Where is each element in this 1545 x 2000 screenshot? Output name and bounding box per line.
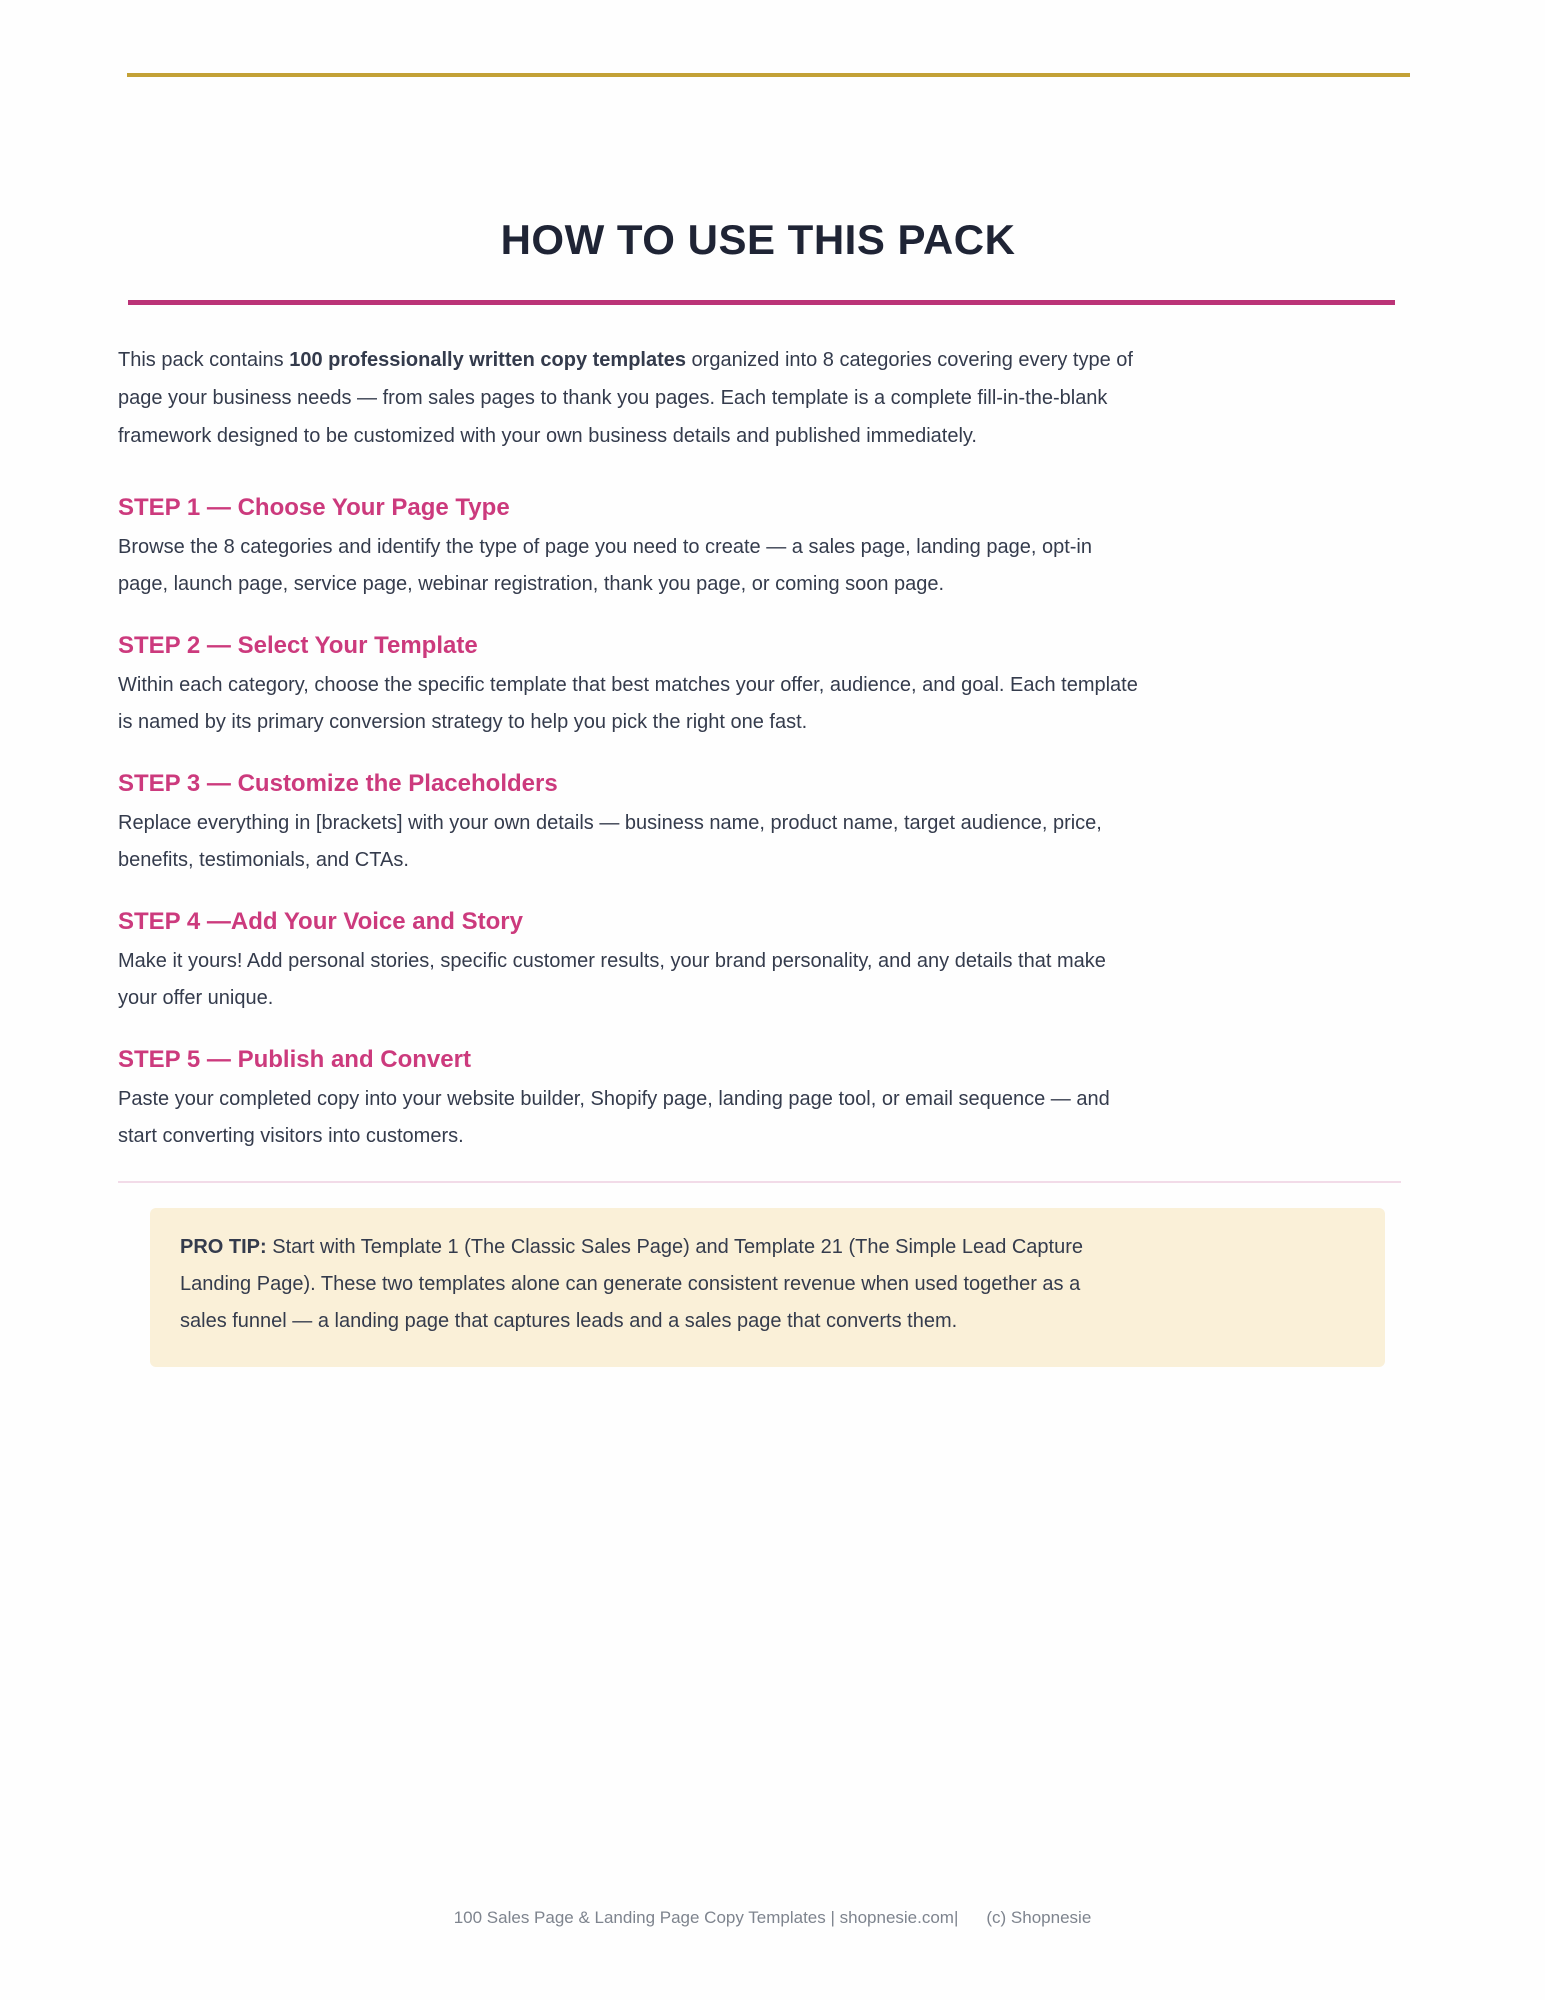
step-1-heading: STEP 1 — Choose Your Page Type xyxy=(118,494,510,521)
step-4-section xyxy=(118,907,1138,1017)
step-3-section xyxy=(118,769,1138,879)
step-4-body: Make it yours! Add personal stories, specific customer results, your brand personality, and any details that make your offer unique. xyxy=(118,950,1106,1009)
page-title: HOW TO USE THIS PACK xyxy=(500,216,1016,263)
step-1-section xyxy=(118,493,1138,603)
document-body xyxy=(118,341,1138,1155)
step-5-heading: STEP 5 — Publish and Convert xyxy=(118,1046,471,1073)
pro-tip-text: Start with Template 1 (The Classic Sales Page) and Template 21 (The Simple Lead Capture Landing Page). These two templates alone can generate consistent revenue when used together as a sales funnel — a landing page that captures leads and a sales page that converts them. xyxy=(180,1236,1084,1332)
pro-tip-paragraph xyxy=(180,1229,1110,1340)
step-2-body: Within each category, choose the specific template that best matches your offer, audience, and goal. Each template is named by its primary conversion strategy to help you pick the right one fast. xyxy=(118,674,1138,733)
footer-copyright-text: (c) Shopnesie xyxy=(986,1908,1092,1927)
top-accent-rule xyxy=(127,73,1410,77)
step-2-section xyxy=(118,631,1138,741)
step-5-section xyxy=(118,1045,1138,1155)
intro-rest-text: organized into 8 categories covering every type of page your business needs — from sales pages to thank you pages. Each template is a complete fill-in-the-blank framework designed to be customized with your own business details and published immediately. xyxy=(118,349,1133,447)
intro-lead-text: This pack contains xyxy=(118,349,290,371)
step-1-body: Browse the 8 categories and identify the type of page you need to create — a sales page, landing page, opt-in page, launch page, service page, webinar registration, thank you page, or coming soon page. xyxy=(118,536,1092,595)
title-underline-rule xyxy=(128,300,1395,305)
step-2-heading: STEP 2 — Select Your Template xyxy=(118,632,478,659)
step-4-heading: STEP 4 —Add Your Voice and Story xyxy=(118,908,523,935)
step-3-heading: STEP 3 — Customize the Placeholders xyxy=(118,770,558,797)
intro-paragraph xyxy=(118,341,1138,455)
pro-tip-label: PRO TIP: xyxy=(180,1236,267,1258)
pro-tip-callout xyxy=(150,1208,1385,1367)
step-5-body: Paste your completed copy into your website builder, Shopify page, landing page tool, or email sequence — and start converting visitors into customers. xyxy=(118,1088,1110,1147)
footer-product-text: 100 Sales Page & Landing Page Copy Templates | shopnesie.com| xyxy=(453,1908,959,1927)
page-footer xyxy=(0,1908,1545,1928)
section-divider-rule xyxy=(118,1181,1401,1183)
step-3-body: Replace everything in [brackets] with your own details — business name, product name, target audience, price, benefits, testimonials, and CTAs. xyxy=(118,812,1102,871)
intro-bold-phrase: 100 professionally written copy templates xyxy=(289,349,686,371)
